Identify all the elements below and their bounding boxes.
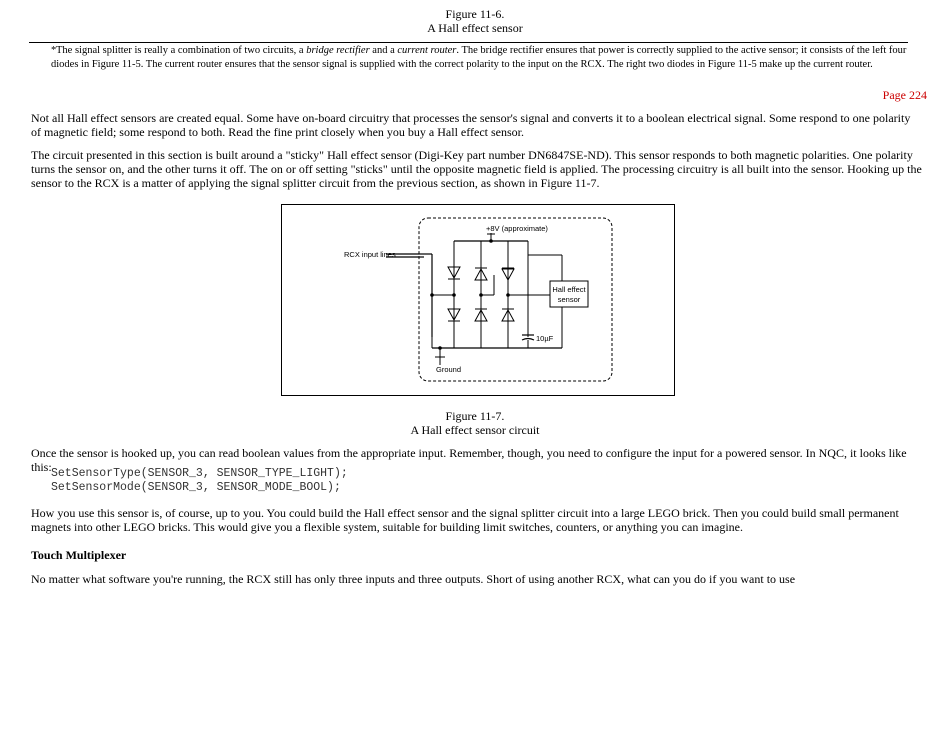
footnote-term-current-router: current router (397, 45, 457, 56)
footnote-text-3: . The bridge rectifier ensures that power is correctly supplied to the active sensor; it consists of the left four diodes in Figure 11-5. The current router ensures that the sensor signal is supplied with the correct polarity to the input on the RCX. The right two diodes in Figure 11-5 make up the current router. (51, 45, 907, 70)
footnote-text-1: The signal splitter is really a combination of two circuits, a (56, 45, 307, 56)
section-heading: Touch Multiplexer (31, 548, 127, 562)
figure-title: A Hall effect sensor circuit (410, 423, 540, 437)
ground-label: Ground (436, 365, 462, 374)
input-label: RCX input lines (344, 250, 396, 259)
figure-title: A Hall effect sensor (427, 21, 523, 35)
voltage-label: +8V (approximate) (486, 224, 548, 233)
figure-caption-11-7 (0, 409, 950, 437)
footnote-divider (29, 42, 908, 43)
code-line-1: SetSensorType(SENSOR_3, SENSOR_TYPE_LIGHT); (51, 467, 348, 480)
code-line-2: SetSensorMode(SENSOR_3, SENSOR_MODE_BOOL); (51, 481, 341, 494)
footnote-term-bridge-rectifier: bridge rectifier (306, 45, 370, 56)
paragraph-multiplexer: No matter what software you're running, the RCX still has only three inputs and three outputs. Short of using another RCX, what can you do if you want to use (31, 572, 796, 586)
paragraph-sticky-sensor: The circuit presented in this section is built around a "sticky" Hall effect sensor (Digi-Key part number DN6847SE-ND). This sensor responds to both magnetic polarities. One polarity turns the sensor on, and the other turns it off. The on or off setting "sticks" until the opposite magnetic field is applied. The processing circuitry is all built into the sensor. Hooking up the sensor to the RCX is a matter of applying the signal splitter circuit from the previous section, as shown in Figure 11-7. (31, 148, 922, 190)
paragraph-hall-sensors: Not all Hall effect sensors are created equal. Some have on-board circuitry that processes the sensor's signal and converts it to a boolean electrical signal. Some respond to one polarity of magnetic field; some respond to both. Read the fine print closely when you buy a Hall effect sensor. (31, 111, 911, 139)
circuit-figure (281, 204, 675, 396)
figure-number: Figure 11-7. (445, 409, 505, 423)
footnote-mark: * (51, 45, 57, 56)
figure-caption-11-6 (0, 7, 950, 35)
circuit-diagram (282, 205, 674, 395)
paragraph-read-values: Once the sensor is hooked up, you can read boolean values from the appropriate input. Remember, though, you need to configure the input for a powered sensor. In NQC, it looks like this: (31, 446, 907, 474)
footnote (51, 44, 911, 71)
sensor-label-2: sensor (557, 295, 581, 304)
capacitor-label: 10µF (536, 334, 554, 343)
paragraph-usage: How you use this sensor is, of course, up to you. You could build the Hall effect sensor and the signal splitter circuit into a large LEGO brick. Then you could build small permanent magnets into other LEGO bricks. This would give you a flexible system, suitable for building limit switches, counters, or anything you can imagine. (31, 506, 899, 534)
footnote-text-2: and a (369, 45, 398, 56)
page-number: Page 224 (882, 88, 927, 102)
figure-number: Figure 11-6. (445, 7, 505, 21)
sensor-label-1: Hall effect (552, 285, 586, 294)
